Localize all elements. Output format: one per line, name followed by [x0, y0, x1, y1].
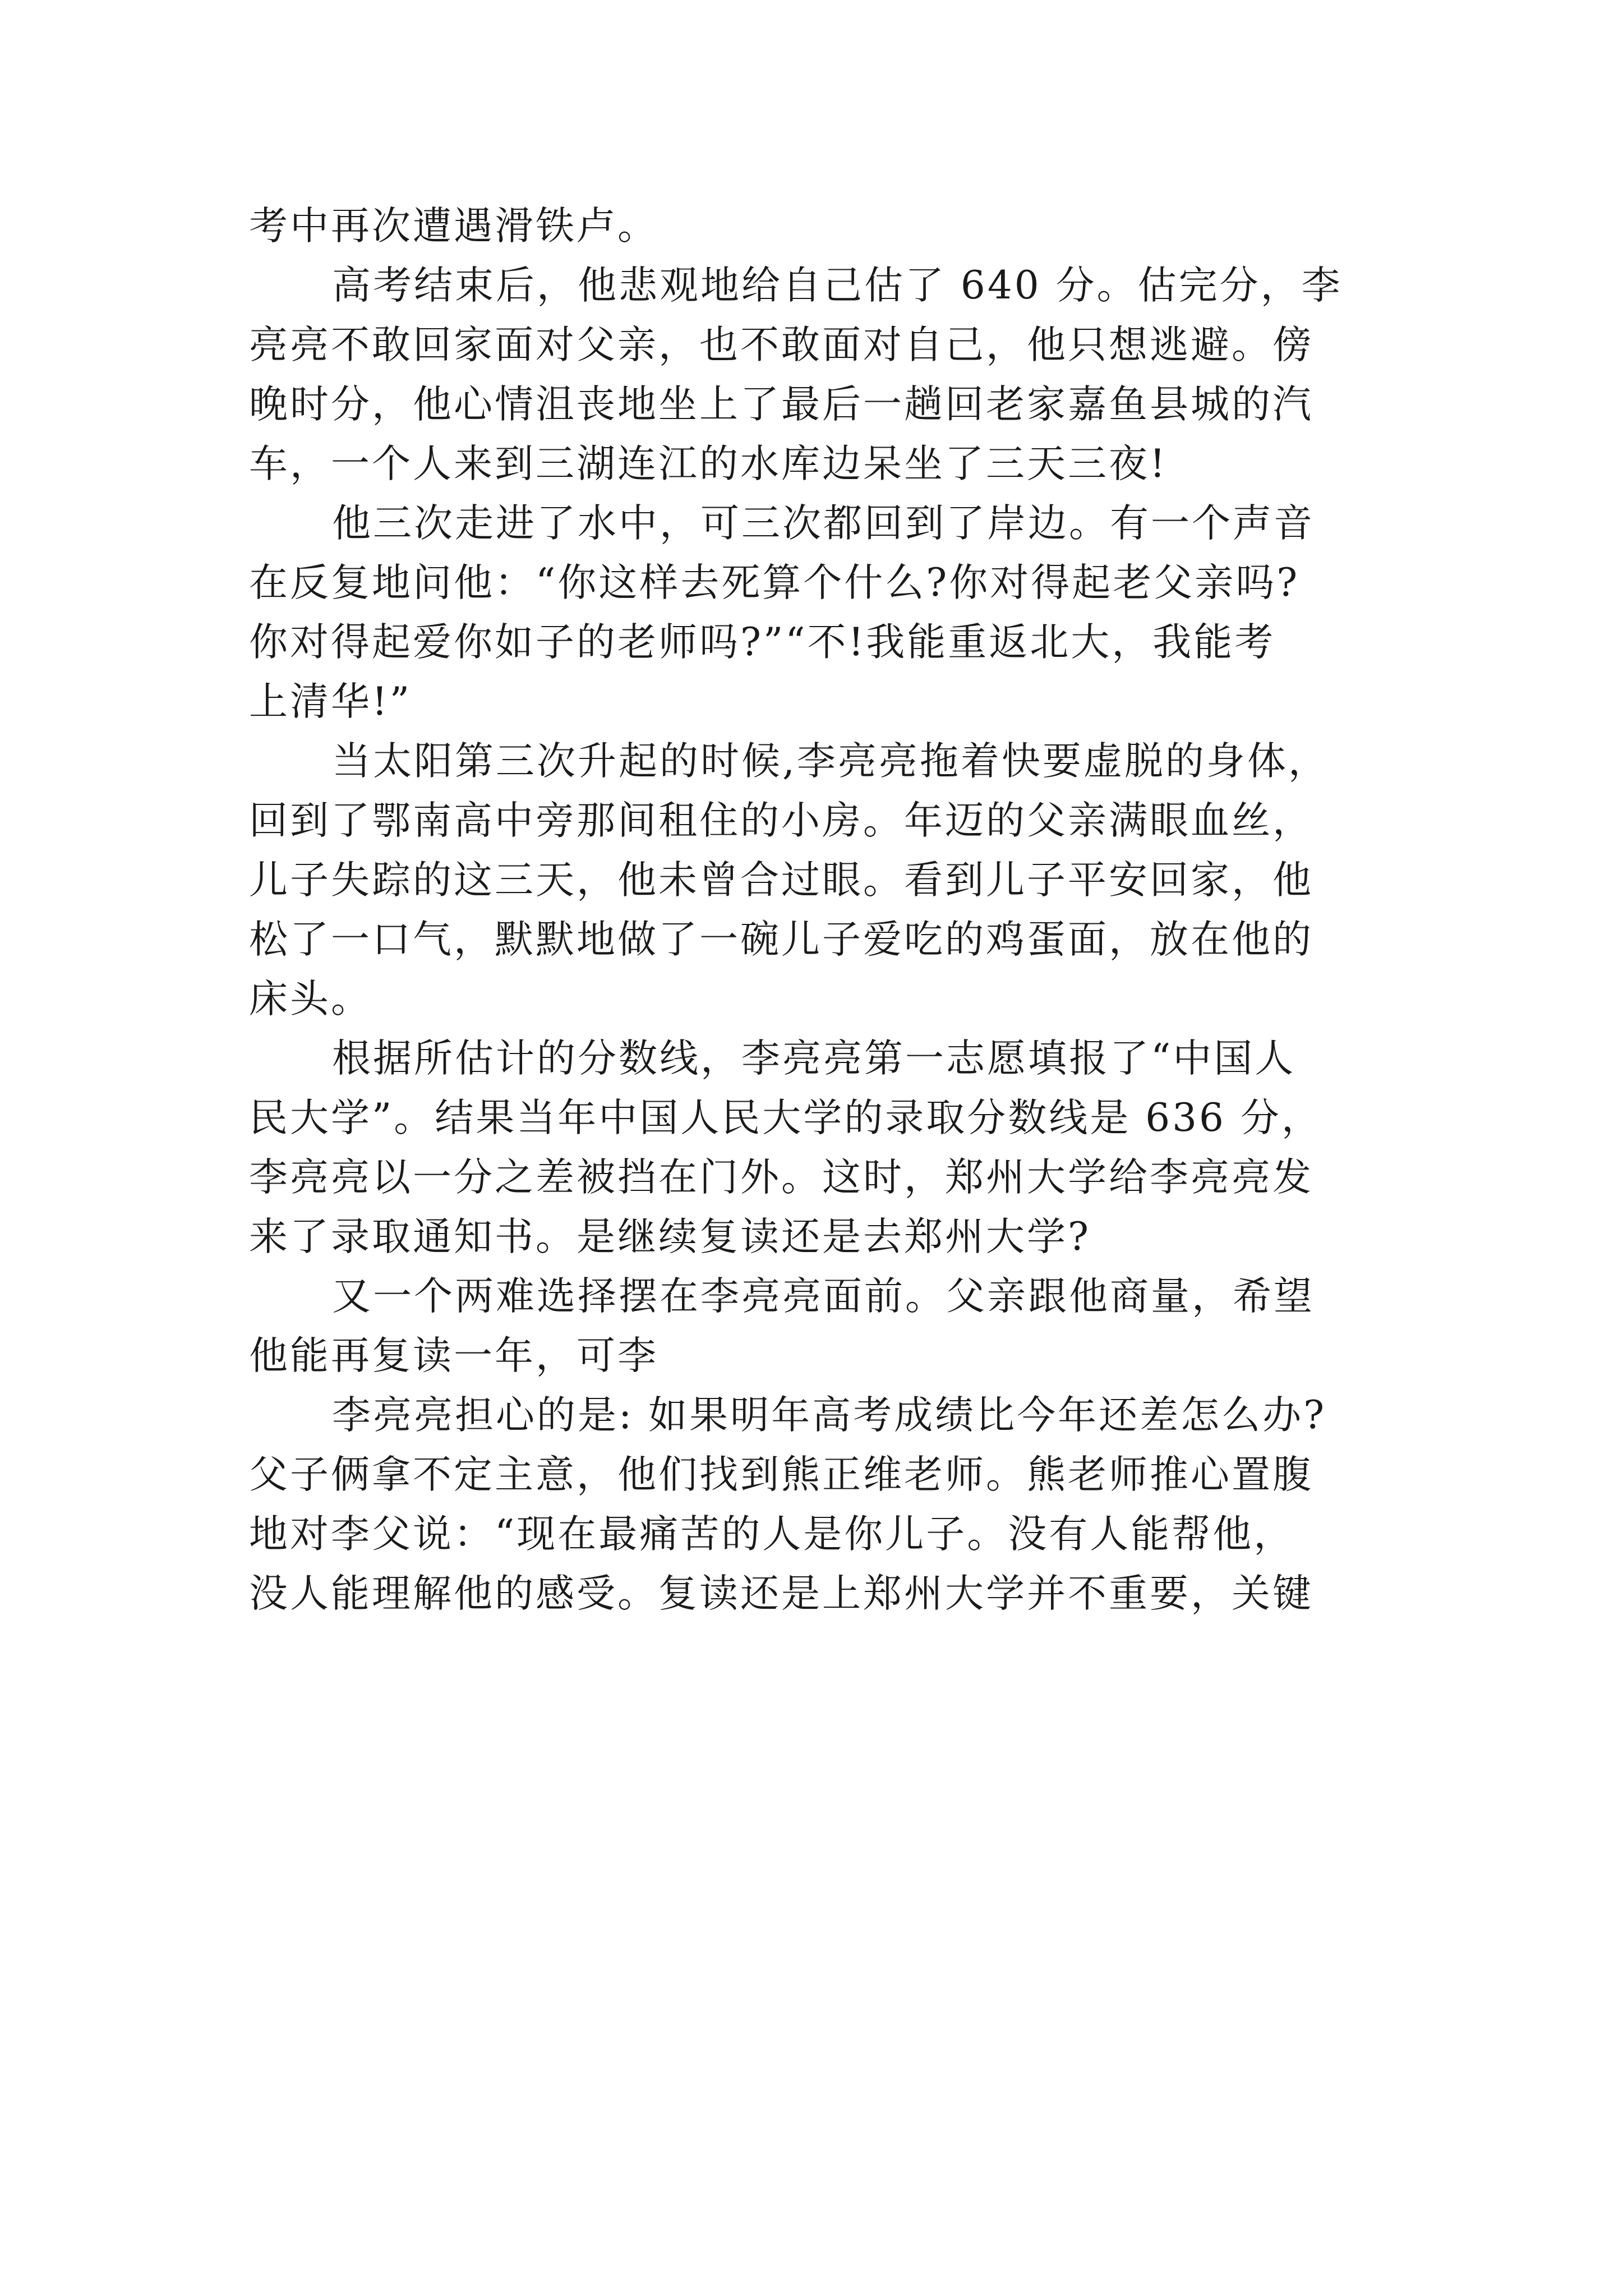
text-line: 没人能理解他的感受。复读还是上郑州大学并不重要，关键 — [249, 1571, 1313, 1616]
text-line: 考中再次遭遇滑铁卢。 — [249, 204, 658, 249]
text-line: 亮亮不敢回家面对父亲，也不敢面对自己，他只想逃避。傍 — [249, 323, 1313, 367]
text-line: 当太阳第三次升起的时候,李亮亮拖着快要虚脱的身体， — [332, 739, 1329, 784]
text-line: 回到了鄂南高中旁那间租住的小房。年迈的父亲满眼血丝， — [249, 798, 1313, 843]
text-line: 晚时分，他心情沮丧地坐上了最后一趟回老家嘉鱼县城的汽 — [249, 382, 1313, 427]
text-line: 车，一个人来到三湖连江的水库边呆坐了三天三夜! — [249, 441, 1168, 486]
body-text — [249, 196, 1393, 1623]
text-line: 上清华!” — [249, 679, 412, 724]
text-line: 来了录取通知书。是继续复读还是去郑州大学? — [249, 1214, 1091, 1259]
text-line: 地对李父说：“现在最痛苦的人是你儿子。没有人能帮他， — [249, 1512, 1295, 1557]
text-line: 你对得起爱你如子的老师吗?”“不!我能重返北大，我能考 — [249, 620, 1276, 665]
text-line: 父子俩拿不定主意，他们找到熊正维老师。熊老师推心置腹 — [249, 1452, 1313, 1497]
text-line: 他三次走进了水中，可三次都回到了岸边。有一个声音 — [332, 501, 1315, 546]
text-line: 儿子失踪的这三天，他未曾合过眼。看到儿子平安回家，他 — [249, 858, 1313, 903]
text-line: 民大学”。结果当年中国人民大学的录取分数线是 636 分， — [249, 1096, 1322, 1140]
text-line: 在反复地问他：“你这样去死算个什么?你对得起老父亲吗? — [249, 560, 1300, 605]
text-line: 他能再复读一年，可李 — [249, 1333, 658, 1378]
text-line: 李亮亮担心的是: 如果明年高考成绩比今年还差怎么办? — [332, 1393, 1327, 1438]
text-line: 高考结束后，他悲观地给自己估了 640 分。估完分，李 — [332, 263, 1343, 308]
text-line: 根据所估计的分数线，李亮亮第一志愿填报了“中国人 — [332, 1036, 1296, 1081]
text-line: 床头。 — [249, 977, 372, 1022]
text-line: 松了一口气，默默地做了一碗儿子爱吃的鸡蛋面，放在他的 — [249, 917, 1313, 962]
text-line: 又一个两难选择摆在李亮亮面前。父亲跟他商量，希望 — [332, 1274, 1315, 1319]
text-line: 李亮亮以一分之差被挡在门外。这时，郑州大学给李亮亮发 — [249, 1155, 1313, 1200]
